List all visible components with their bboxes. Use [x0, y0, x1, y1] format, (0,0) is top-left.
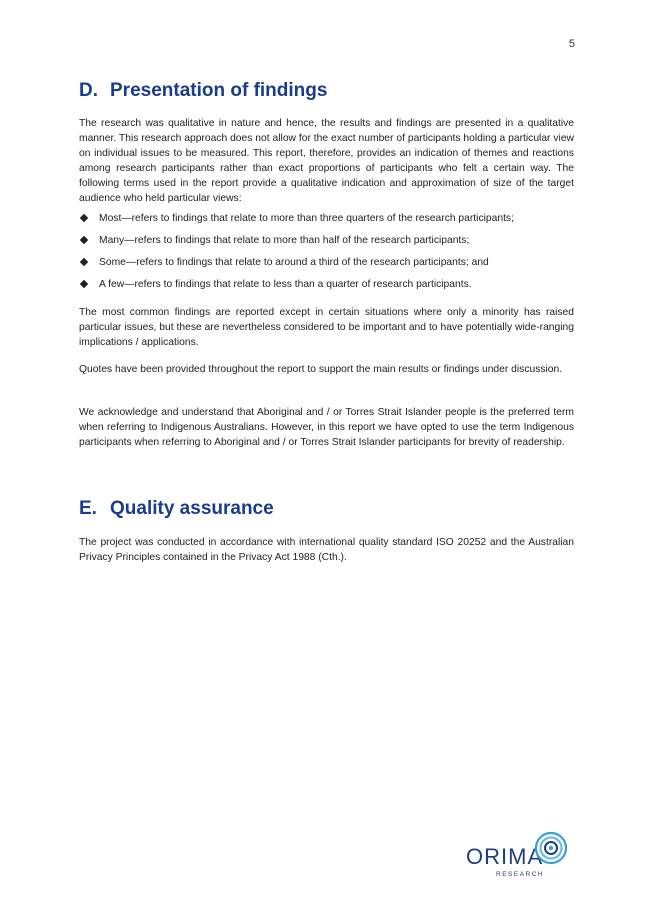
logo-wordmark: ORIMA — [466, 844, 544, 869]
section-e-letter: E. — [79, 498, 97, 519]
findings-terms-list — [79, 211, 574, 299]
logo-subtitle: RESEARCH — [496, 871, 545, 878]
list-item-text: Many—refers to findings that relate to more than half of the research participants; — [99, 235, 470, 246]
list-item-text: Some—refers to findings that relate to around a third of the research participants; and — [99, 257, 489, 268]
quality-assurance-paragraph: The project was conducted in accordance with international quality standard ISO 20252 and the Australian Privacy Principles contained in the Privacy Act 1988 (Cth.). — [79, 537, 574, 563]
list-item — [79, 211, 574, 233]
section-e-title: Quality assurance — [110, 498, 274, 519]
diamond-bullet-icon — [80, 214, 88, 222]
list-item — [79, 255, 574, 277]
list-item — [79, 233, 574, 255]
orima-logo — [466, 831, 576, 883]
quotes-paragraph: Quotes have been provided throughout the report to support the main results or findings under discussion. — [79, 364, 563, 375]
section-d-title: Presentation of findings — [110, 80, 328, 101]
section-d-intro: The research was qualitative in nature and hence, the results and findings are presented in a qualitative manner. This research approach does not allow for the exact number of participants holding a particular view on individual issues to be measured. This report, therefore, provides an indication of themes and reactions among research participants rather than exact proportions of participants who felt a certain way. The following terms used in the report provide a qualitative indication and approximation of size of the target audience who held particular views: — [79, 118, 574, 204]
section-e-heading — [79, 498, 274, 520]
diamond-bullet-icon — [80, 258, 88, 266]
section-d-heading — [79, 80, 327, 102]
list-item-text: Most—refers to findings that relate to more than three quarters of the research participants; — [99, 213, 514, 224]
diamond-bullet-icon — [80, 280, 88, 288]
common-findings-paragraph: The most common findings are reported except in certain situations where only a minority has raised particular issues, but these are nevertheless considered to be important and to have potentially wide-ranging implications / applications. — [79, 307, 574, 348]
list-item-text: A few—refers to findings that relate to less than a quarter of research participants. — [99, 279, 472, 290]
concentric-circles-logo-icon — [534, 831, 568, 865]
list-item — [79, 277, 574, 299]
diamond-bullet-icon — [80, 236, 88, 244]
section-d-letter: D. — [79, 80, 98, 101]
acknowledgement-paragraph: We acknowledge and understand that Aboriginal and / or Torres Strait Islander people is the preferred term when referring to Indigenous Australians. However, in this report we have opted to use the term Indigenous participants when referring to Aboriginal and / or Torres Strait Islander participants for brevity of readership. — [79, 407, 574, 448]
page-number: 5 — [568, 38, 575, 50]
